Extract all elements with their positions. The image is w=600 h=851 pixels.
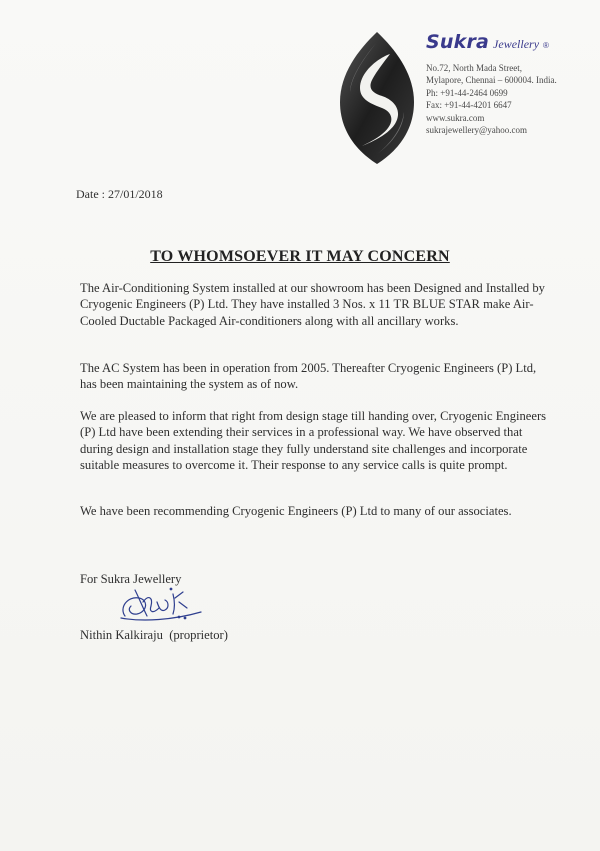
- letterhead-address: [426, 62, 557, 136]
- closing-line: For Sukra Jewellery: [80, 572, 182, 586]
- letter-heading: TO WHOMSOEVER IT MAY CONCERN: [150, 248, 450, 265]
- paragraph-recommendation: We have been recommending Cryogenic Engineers (P) Ltd to many of our associates.: [80, 504, 512, 518]
- handwritten-signature: [113, 572, 213, 634]
- paragraph-operation: The AC System has been in operation from 2005. Thereafter Cryogenic Engineers (P) Ltd, has been maintaining the system as of now.: [80, 361, 537, 392]
- website-line: www.sukra.com: [426, 112, 485, 123]
- address-line: Mylapore, Chennai – 600004. India.: [426, 75, 557, 86]
- paragraph-installation: The Air-Conditioning System installed at our showroom has been Designed and Installed by Cryogenic Engineers (P) Ltd. They have installed 3 Nos. x 11 TR BLUE STAR make Air-Cooled Ductable Packaged Air-conditioners along with all ancillary works.: [80, 281, 545, 328]
- brand-title: [426, 31, 549, 53]
- fax-line: Fax: +91-44-4201 6647: [426, 100, 512, 111]
- sukra-logo-icon: [338, 28, 416, 168]
- registered-mark: ®: [543, 41, 549, 50]
- paragraph-services: We are pleased to inform that right from design stage till handing over, Cryogenic Engineers (P) Ltd have been extending their services in a professional way. We have observed that during design and installation stage they fully understand site challenges and incorporate suitable measures to overcome it. Their response to any service calls is quite prompt.: [80, 409, 547, 472]
- address-line: No.72, North Mada Street,: [426, 63, 522, 73]
- signer-name: Nithin Kalkiraju (proprietor): [80, 628, 228, 642]
- letter-date: Date : 27/01/2018: [76, 187, 163, 201]
- brand-subtitle: Jewellery: [493, 37, 540, 51]
- email-line: sukrajewellery@yahoo.com: [426, 125, 528, 136]
- brand-name: Sukra: [426, 31, 490, 53]
- phone-line: Ph: +91-44-2464 0699: [426, 87, 508, 98]
